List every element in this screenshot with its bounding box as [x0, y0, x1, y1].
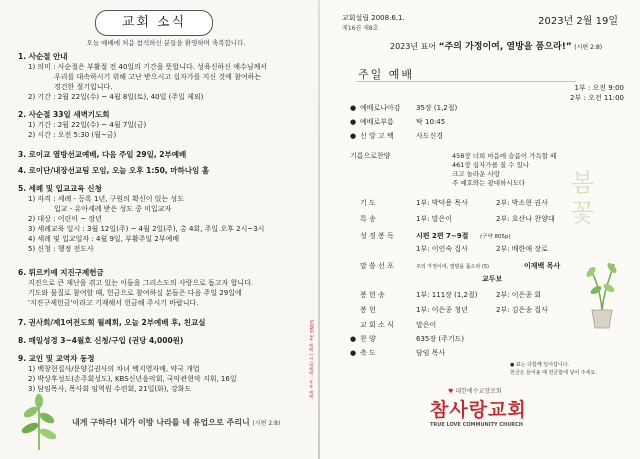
theme-ref: (시편 2:8)	[574, 44, 603, 51]
order-value: 635장 (주기도)	[416, 335, 465, 343]
order-label: 예배로나아감	[360, 104, 401, 112]
order-value: 말은이	[416, 321, 437, 329]
news-line: '지진구제헌금'이라고 기재해서 헌금해 주시기 바랍니다.	[28, 299, 199, 307]
order-value-2: 2부: 김은송 집사	[496, 306, 548, 314]
order-value: 1부: 111장 (1,2절)	[416, 291, 478, 299]
bullet-icon: ●	[350, 118, 357, 126]
order-label: 특 송	[360, 215, 376, 223]
hymn-list	[452, 152, 556, 188]
bullet-icon: ●	[350, 104, 357, 112]
news-item-heading: 6. 튀르키예 지진구제헌금	[18, 268, 104, 277]
news-title: 교회 소식	[95, 10, 213, 36]
news-item-1	[18, 52, 308, 102]
order-value-2: 2부: 배한애 장로	[496, 245, 548, 253]
news-line: 기도와 물질로 참여할 때, 헌금으로 참여하실 분들은 다음 주일 29일에	[28, 289, 242, 297]
news-item-heading: 9. 교인 및 교역자 동정	[18, 354, 95, 363]
news-line: 5) 신청 : 행정 전도사	[28, 245, 94, 253]
footer-verse-text: 내게 구하라! 내가 이방 나라를 네 유업으로 주리니	[72, 418, 250, 427]
news-line: 우리를 대속하시기 위해 고난 받으시고 십자가를 지신 것에 참여하는	[54, 73, 262, 81]
order-row	[350, 348, 445, 358]
news-line: 1) 기간 : 2월 22일(수) ~ 4월 7일(금)	[28, 121, 147, 129]
order-row	[350, 103, 457, 113]
order-value: 1부: 이인숙 집사	[416, 245, 468, 253]
service-time: 1부 : 오전 9:00	[574, 84, 624, 92]
note-line: 헌금은 들어올 때 헌금함에 넣어 주세요.	[510, 370, 597, 376]
order-value-2: (구약 805p)	[480, 234, 511, 240]
news-item-heading: 2. 사순절 33일 새벽기도회	[18, 110, 110, 119]
decorative-text: 봄꽃	[566, 170, 594, 230]
news-item-heading: 7. 권사회/제1여전도회 월례회, 오늘 2부예배 후, 친교실	[18, 318, 206, 327]
bullet-icon: ●	[350, 132, 357, 140]
order-row	[350, 131, 443, 141]
choir-label: 기름으로찬양	[350, 152, 391, 160]
news-line: 2) 기간 : 2월 22일(수) ~ 4월 8일(토), 40일 (주일 제외)	[28, 93, 204, 101]
order-value-2: 2부: 이은종 회	[496, 291, 542, 299]
leaf-illustration	[14, 392, 64, 452]
order-label: 성 경 봉 독	[360, 232, 394, 240]
order-label: 축 도	[360, 349, 376, 357]
order-row	[350, 244, 548, 254]
order-value: 사도신경	[416, 132, 444, 140]
news-item-2	[18, 110, 308, 140]
order-label: 기 도	[360, 199, 376, 207]
news-line: 3) 담임목사, 목사회 임역원 수련회, 21일(화), 강화도	[28, 385, 192, 393]
order-row	[350, 305, 548, 315]
left-page-church-news	[0, 0, 318, 459]
bullet-icon: ●	[350, 349, 357, 357]
church-name-en: TRUE LOVE COMMUNITY CHURCH	[430, 422, 523, 428]
welcome-text: 오늘 예배에 처음 참석하신 분들을 환영하며 축복합니다.	[86, 39, 246, 47]
order-value: 시편 2편 7~9절	[416, 232, 469, 240]
order-label: 봉 헌	[360, 306, 376, 314]
order-label: 교 회 소 식	[360, 321, 394, 329]
service-times	[570, 83, 624, 103]
order-value: 1부: 이은종 청년	[416, 306, 468, 314]
news-line: 1) 의미 : 사순절은 부활절 전 40일의 기간을 뜻합니다. 성육신하신 예수님께서	[28, 63, 268, 71]
news-line: 입교 - 유아세례 받은 성도 중 미입교자	[54, 205, 172, 213]
footer-verse-ref: (시편 2:8)	[252, 420, 281, 427]
news-line: 2) 박상후성도(손주회성도), KBS신년음악회, 국악관현악 지휘, 16일	[28, 375, 237, 383]
year-theme	[390, 39, 602, 52]
hymn-line: 주 예호와는 광대하시도다	[452, 179, 526, 187]
hymn-line: 458장 너희 마음에 슬픔이 가득할 때	[452, 152, 557, 160]
news-item-heading: 4. 로이단/내장선교팀 모임, 오늘 오후 1:50, 마하나임 홀	[18, 166, 210, 175]
order-row	[350, 261, 560, 272]
preacher: 이재백 목사	[524, 262, 561, 270]
order-label: 찬 양	[360, 335, 376, 343]
order-label: 말 씀 선 포	[360, 262, 394, 270]
news-item-heading: 5. 세례 및 입교교육 신청	[18, 184, 102, 193]
founded-date: 교회설립 2008.6.1.	[342, 14, 405, 22]
news-item-6	[18, 268, 308, 308]
footer-verse	[72, 417, 280, 428]
news-item-heading: 8. 매일성경 3~4월호 신청/구입 (권당 4,000원)	[18, 336, 184, 345]
order-value-2: 2부: 박소현 권사	[496, 199, 548, 207]
news-line: 1) 백창현집사/문양길권사의 차녀 백지영자매, 약국 개업	[28, 365, 200, 373]
news-item-7	[18, 318, 308, 328]
order-row	[350, 290, 541, 300]
order-value-2: 2부: 호산나 찬양대	[496, 215, 555, 223]
bulletin-date: 2023년 2월 19일	[538, 16, 618, 27]
service-title: 주일 예배	[358, 68, 415, 81]
denomination-text: 대한예수교장로회	[455, 388, 502, 395]
news-line: 2) 시간 : 오전 5:30 (월~금)	[28, 131, 117, 139]
hymn-line: 크고 놀라운 사랑	[452, 170, 501, 178]
title-divider	[356, 81, 576, 82]
order-row	[350, 334, 464, 344]
news-item-8	[18, 336, 308, 346]
order-value: 주의 가정이여, 열방을 품으라 (5)	[416, 264, 489, 270]
order-row	[350, 117, 445, 127]
worship-notes	[510, 361, 597, 377]
side-note: SONG 3부 예배 | 시·대예배 : 부부 예배	[309, 320, 314, 399]
volume-number: 제16권 제8호	[342, 25, 379, 32]
bullet-icon: ●	[350, 335, 357, 343]
potted-plant-icon	[582, 250, 622, 330]
news-line: 2) 대상 : 어린이 ~ 장년	[28, 215, 102, 223]
right-page-order-of-worship	[320, 0, 640, 459]
theme-label: 2023년 표어	[390, 42, 437, 51]
news-item-3	[18, 150, 308, 160]
order-value: 1부: 말은이	[416, 215, 453, 223]
news-line: 1) 자격 : 세례 - 등록 1년, 구원의 확신이 있는 성도	[28, 195, 184, 203]
church-logo	[430, 386, 550, 428]
order-value: 담임 목사	[416, 349, 446, 357]
church-name: 참사랑교회	[430, 399, 527, 421]
service-time: 2부 : 오전 11:00	[570, 94, 624, 102]
sermon-title: 교두보	[482, 275, 503, 283]
news-item-heading: 1. 사순절 안내	[18, 52, 68, 61]
news-line: 지진으로 큰 재난을 겪고 있는 이들을 그리스도의 사랑으로 돕고자 합니다.	[28, 279, 254, 287]
dove-icon: ♥	[448, 388, 454, 395]
news-item-5	[18, 184, 308, 254]
order-row	[350, 231, 511, 242]
denomination	[430, 386, 550, 395]
theme-text: “주의 가정이여, 열방을 품으라!”	[438, 42, 572, 52]
order-label: 예배로부름	[360, 118, 394, 126]
news-item-4	[18, 166, 308, 176]
news-item-9	[18, 354, 308, 394]
order-row	[350, 214, 555, 224]
news-item-heading: 3. 로이교 열방선교예배, 다음 주일 29일, 2부예배	[18, 150, 187, 159]
order-value: 35장 (1,2절)	[416, 104, 458, 112]
news-line: 4) 세례 및 입교일자 : 4월 9일, 부활주일 2부예배	[28, 235, 180, 243]
news-line: 경건한 절기입니다.	[54, 83, 113, 91]
order-row	[350, 320, 436, 330]
hymn-line: 461장 십자가를 질 수 있나	[452, 161, 530, 169]
order-row	[350, 198, 548, 208]
note-line: ● 표는 다함께 일어섭니다.	[510, 362, 570, 368]
order-value: 1부: 박덕용 목사	[416, 199, 468, 207]
order-label: 봉 헌 송	[360, 291, 385, 299]
news-line: 3) 세례교육 일시 : 3월 12일(주) ~ 4월 2일(주), 총 4회, 주일 오후 2시~3시	[28, 225, 265, 233]
order-label: 신 앙 고 백	[360, 132, 394, 140]
order-value: 탁 10:45	[416, 118, 446, 126]
